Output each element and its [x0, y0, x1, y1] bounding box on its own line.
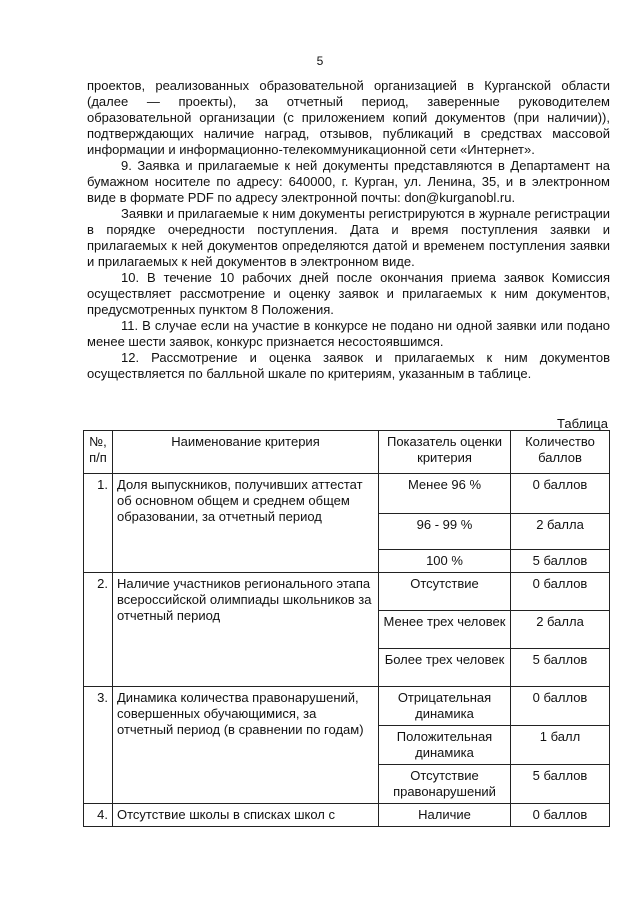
paragraph-12: 12. Рассмотрение и оценка заявок и прилагаемых к ним документов осуществляется по балльной шкале по критериям, указанным в таблице. — [87, 350, 610, 381]
paragraph-10: 10. В течение 10 рабочих дней после окончания приема заявок Комиссия осуществляет рассмотрение и оценку заявок и прилагаемых к ним документов, предусмотренных пунктом 8 Положения. — [87, 270, 610, 317]
table-row — [84, 573, 610, 611]
indicator-cell: Отрицательная динамика — [379, 687, 511, 726]
page-number: 5 — [316, 54, 324, 68]
indicator-cell: Наличие — [379, 804, 511, 827]
row-number: 1. — [84, 474, 113, 573]
table-row — [84, 804, 610, 827]
points-cell: 0 баллов — [511, 687, 610, 726]
header-name: Наименование критерия — [113, 431, 379, 474]
points-cell: 2 балла — [511, 514, 610, 550]
criteria-table — [83, 430, 610, 827]
criterion-name: Наличие участников регионального этапа всероссийской олимпиады школьников за отчетный период — [113, 573, 379, 687]
criterion-name: Отсутствие школы в списках школ с — [113, 804, 379, 827]
criterion-name: Доля выпускников, получивших аттестат об основном общем и среднем общем образовании, за отчетный период — [113, 474, 379, 573]
points-cell: 1 балл — [511, 726, 610, 765]
indicator-cell: Отсутствие — [379, 573, 511, 611]
points-cell: 5 баллов — [511, 765, 610, 804]
table-header-row — [84, 431, 610, 474]
paragraph-registration: Заявки и прилагаемые к ним документы регистрируются в журнале регистрации в порядке очередности поступления. Дата и время поступления заявки и прилагаемых к ней документов определяются датой и временем поступления заявки и прилагаемых к ней документов в электронном виде. — [87, 206, 610, 269]
criterion-name: Динамика количества правонарушений, совершенных обучающимися, за отчетный период (в сравнении по годам) — [113, 687, 379, 804]
indicator-cell: Положительная динамика — [379, 726, 511, 765]
points-cell: 0 баллов — [511, 474, 610, 514]
table-caption: Таблица — [557, 416, 608, 431]
body-text — [87, 78, 610, 382]
row-number: 4. — [84, 804, 113, 827]
indicator-cell: Более трех человек — [379, 649, 511, 687]
paragraph-9: 9. Заявка и прилагаемые к ней документы представляются в Департамент на бумажном носителе по адресу: 640000, г. Курган, ул. Ленина, 35, и в электронном виде в формате PDF по адресу электронной почты: don@kurganobl.ru. — [87, 158, 610, 205]
points-cell: 5 баллов — [511, 649, 610, 687]
paragraph-projects: проектов, реализованных образовательной организацией в Курганской области (далее — проекты), за отчетный период, заверенные руководителем образовательной организации (с приложением копий документов (при наличии)), подтверждающих наличие наград, отзывов, публикаций в средствах массовой информации и информационно-телекоммуникационной сети «Интернет». — [87, 78, 610, 157]
indicator-cell: Менее 96 % — [379, 474, 511, 514]
header-num: №, п/п — [84, 431, 113, 474]
table-row — [84, 687, 610, 726]
indicator-cell: Отсутствие правонарушений — [379, 765, 511, 804]
points-cell: 0 баллов — [511, 573, 610, 611]
row-number: 3. — [84, 687, 113, 804]
table-row — [84, 474, 610, 514]
points-cell: 0 баллов — [511, 804, 610, 827]
paragraph-11: 11. В случае если на участие в конкурсе не подано ни одной заявки или подано менее шести заявок, конкурс признается несостоявшимся. — [87, 318, 610, 349]
points-cell: 5 баллов — [511, 550, 610, 573]
points-cell: 2 балла — [511, 611, 610, 649]
header-points: Количество баллов — [511, 431, 610, 474]
header-indicator: Показатель оценки критерия — [379, 431, 511, 474]
indicator-cell: 96 - 99 % — [379, 514, 511, 550]
indicator-cell: Менее трех человек — [379, 611, 511, 649]
row-number: 2. — [84, 573, 113, 687]
indicator-cell: 100 % — [379, 550, 511, 573]
